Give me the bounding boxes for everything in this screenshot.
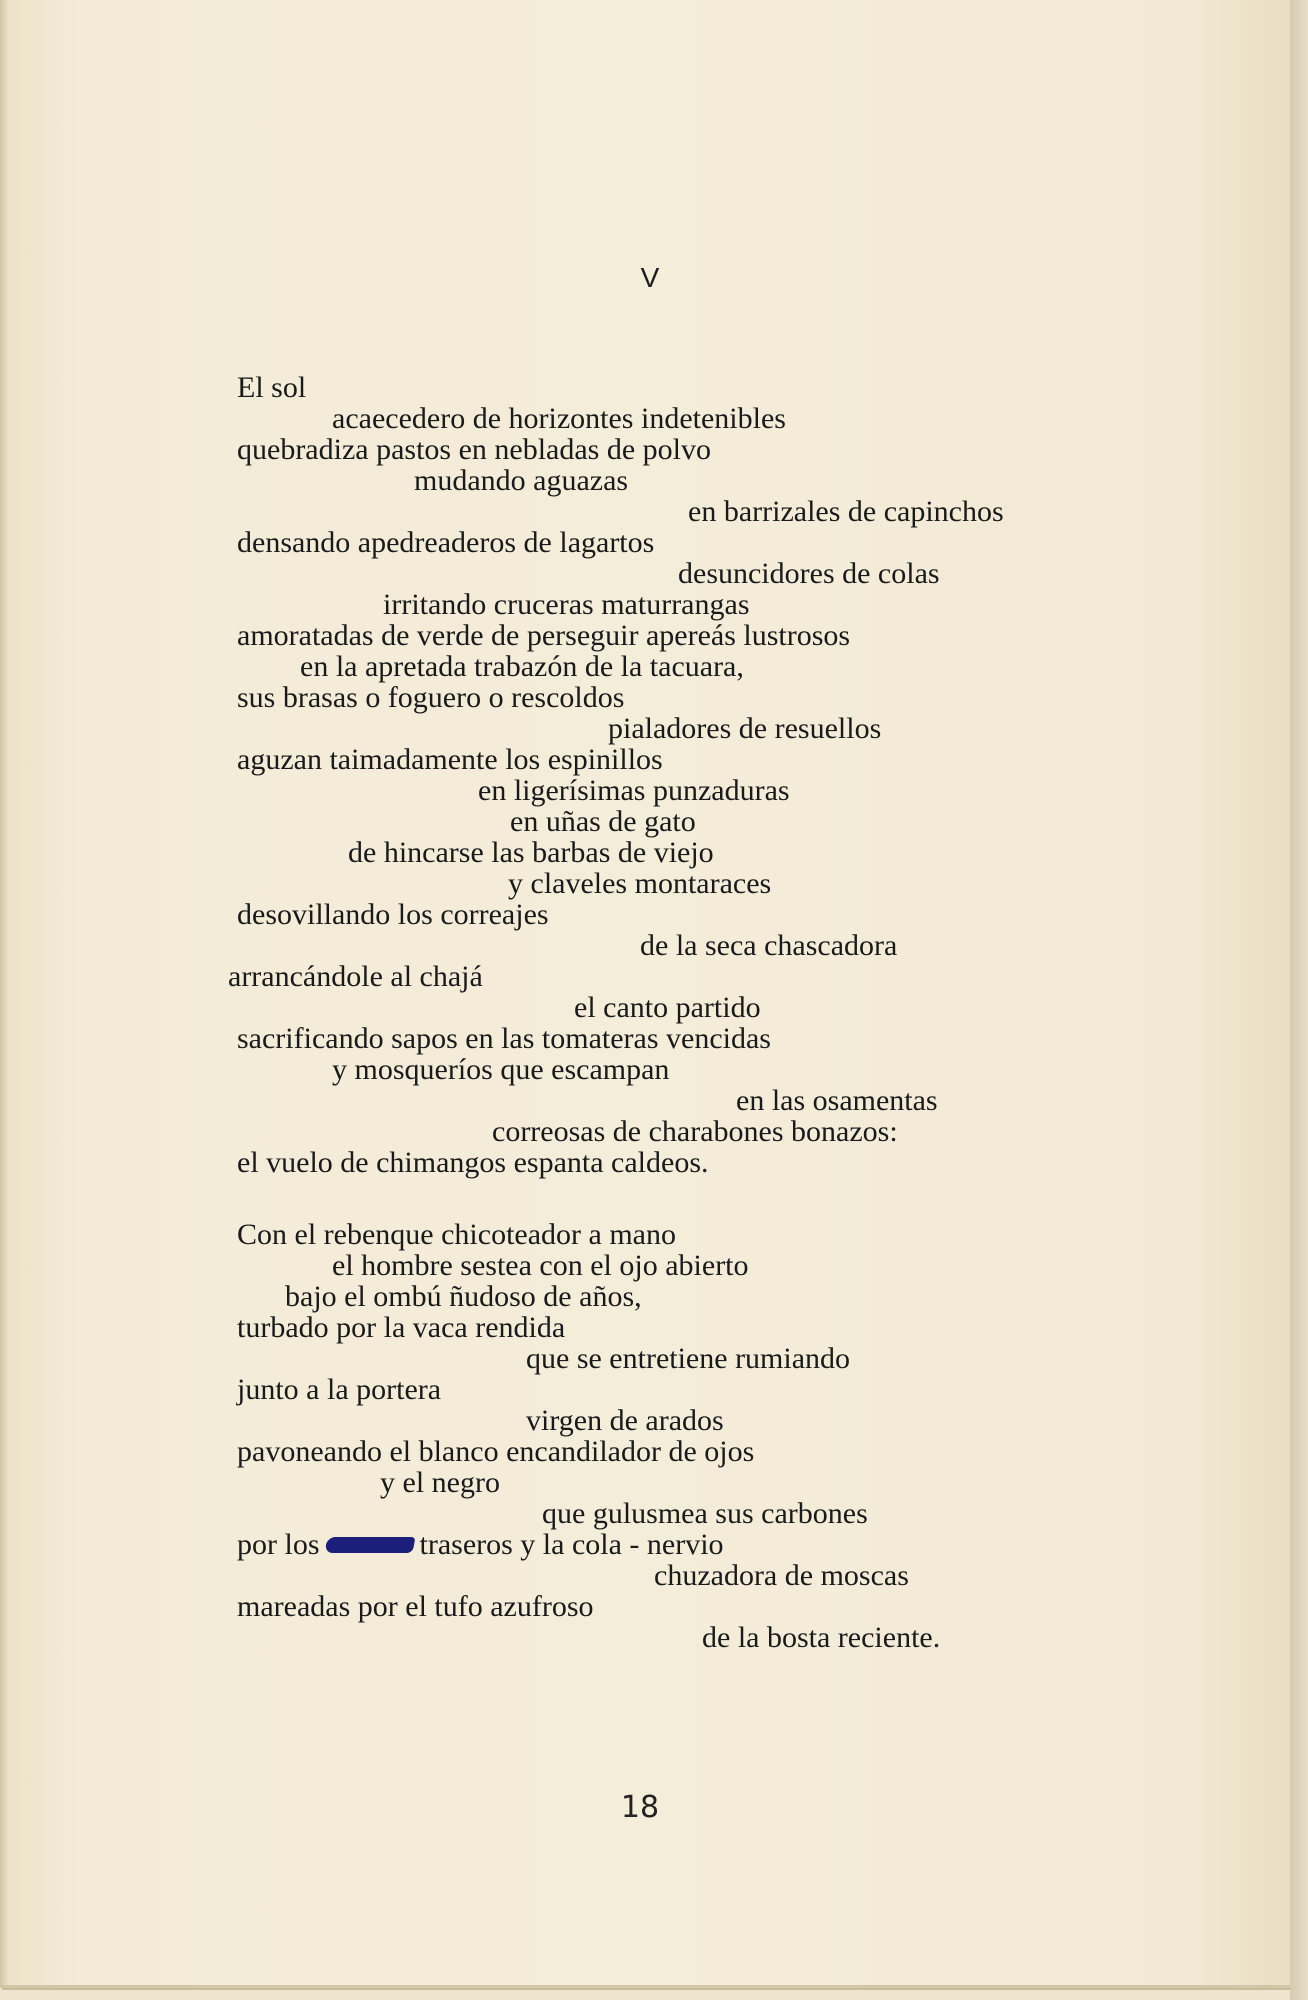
- poem-line: bajo el ombú ñudoso de años,: [285, 1280, 642, 1313]
- page-left-edge: [0, 0, 8, 1985]
- poem-line: en barrizales de capinchos: [688, 495, 1004, 528]
- poem-line: virgen de arados: [526, 1404, 724, 1437]
- ink-blot-mark: [324, 1537, 415, 1553]
- poem-line-end: traseros y la cola - nervio: [419, 1528, 724, 1561]
- poem-line: de la seca chascadora: [640, 929, 898, 962]
- poem-line: el canto partido: [574, 991, 761, 1024]
- poem-line: y el negro: [380, 1466, 500, 1499]
- poem-line: junto a la portera: [237, 1373, 442, 1406]
- poem-line: mareadas por el tufo azufroso: [237, 1590, 594, 1623]
- poem-line: mudando aguazas: [414, 464, 629, 497]
- poem-line: el vuelo de chimangos espanta caldeos.: [237, 1146, 709, 1179]
- poem-line: desuncidores de colas: [678, 557, 940, 590]
- poem-line: y claveles montaraces: [508, 867, 772, 900]
- poem-line: sus brasas o foguero o rescoldos: [237, 681, 625, 714]
- section-heading: V: [640, 262, 660, 293]
- poem-line: desovillando los correajes: [237, 898, 549, 931]
- page-stack-edge: [1290, 0, 1308, 2000]
- poem-line: pavoneando el blanco encandilador de ojos: [237, 1435, 755, 1468]
- poem-line-start: por los: [237, 1528, 320, 1561]
- poem-line-with-blot: [237, 1530, 724, 1560]
- poem-line: acaecedero de horizontes indetenibles: [332, 402, 786, 435]
- poem-line: de la bosta reciente.: [702, 1621, 941, 1654]
- poem-line: quebradiza pastos en nebladas de polvo: [237, 433, 712, 466]
- poem-line: Con el rebenque chicoteador a mano: [237, 1218, 676, 1251]
- poem-line: pialadores de resuellos: [608, 712, 882, 745]
- poem-line: densando apedreaderos de lagartos: [237, 526, 655, 559]
- poem-line: turbado por la vaca rendida: [237, 1311, 566, 1344]
- poem-line: en uñas de gato: [510, 805, 696, 838]
- poem-line: arrancándole al chajá: [228, 960, 483, 993]
- poem-line: sacrificando sapos en las tomateras vencidas: [237, 1022, 771, 1055]
- poem-line: en la apretada trabazón de la tacuara,: [300, 650, 744, 683]
- poem-line: que gulusmea sus carbones: [542, 1497, 868, 1530]
- poem-line: en ligerísimas punzaduras: [478, 774, 790, 807]
- poem-line: en las osamentas: [736, 1084, 938, 1117]
- poem-line: correosas de charabones bonazos:: [492, 1115, 898, 1148]
- poem-line: y mosqueríos que escampan: [332, 1053, 670, 1086]
- poem-line: el hombre sestea con el ojo abierto: [332, 1249, 749, 1282]
- poem-line: de hincarse las barbas de viejo: [348, 836, 714, 869]
- poem-line: irritando cruceras maturrangas: [383, 588, 750, 621]
- poem-line: amoratadas de verde de perseguir apereás lustrosos: [237, 619, 851, 652]
- page-number: 18: [620, 1790, 660, 1825]
- poem-line: aguzan taimadamente los espinillos: [237, 743, 663, 776]
- poem-line: que se entretiene rumiando: [526, 1342, 851, 1375]
- poem-line: chuzadora de moscas: [654, 1559, 909, 1592]
- poem-line: El sol: [237, 371, 307, 404]
